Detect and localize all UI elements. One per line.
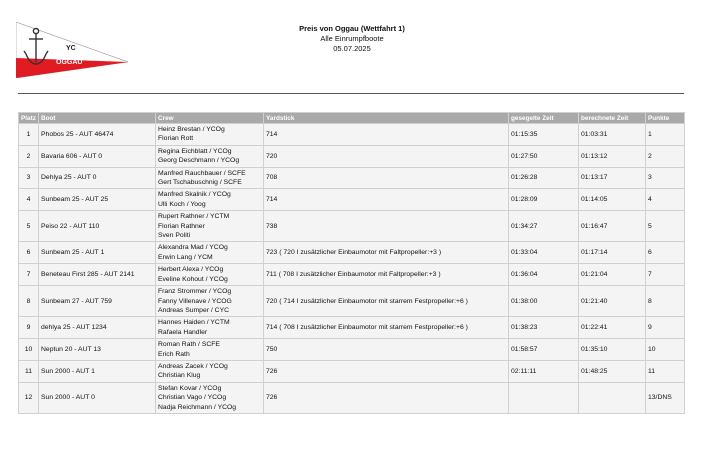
cell-yardstick: 714 ( 708 I zusätzlicher Einbaumotor mit starrem Festpropeller:+6 ) — [264, 317, 509, 339]
cell-yardstick: 720 — [264, 145, 509, 167]
cell-berechnete-zeit: 01:48:25 — [579, 360, 646, 382]
cell-gesegelte-zeit — [509, 382, 579, 413]
cell-gesegelte-zeit: 02:11:11 — [509, 360, 579, 382]
crew-member: Andreas Zacek / YCOg — [158, 362, 228, 370]
cell-crew — [156, 286, 264, 317]
column-header-crew: Crew — [156, 113, 264, 124]
cell-punkte: 13/DNS — [646, 382, 685, 413]
results-table-container — [18, 112, 684, 414]
cell-berechnete-zeit: 01:13:12 — [579, 145, 646, 167]
cell-platz: 5 — [19, 211, 39, 242]
crew-member: Heinz Brestan / YCOg — [158, 126, 225, 133]
cell-platz: 9 — [19, 317, 39, 339]
cell-boot: Neptun 20 - AUT 13 — [39, 339, 156, 361]
cell-yardstick: 750 — [264, 339, 509, 361]
crew-member: Franz Strommer / YCOg — [158, 288, 232, 296]
crew-member: Erich Rath — [158, 350, 190, 358]
cell-crew — [156, 360, 264, 382]
cell-punkte: 6 — [646, 242, 685, 264]
race-date: 05.07.2025 — [333, 44, 371, 53]
crew-member: Andreas Sumper / CYC — [158, 306, 230, 314]
cell-boot: Dehlya 25 - AUT 0 — [39, 167, 156, 189]
cell-yardstick: 726 — [264, 382, 509, 413]
cell-crew — [156, 339, 264, 361]
cell-punkte: 8 — [646, 286, 685, 317]
cell-boot: Sun 2000 - AUT 1 — [39, 360, 156, 382]
cell-boot: Bavaria 606 - AUT 0 — [39, 145, 156, 167]
table-row — [19, 264, 685, 286]
cell-yardstick: 726 — [264, 360, 509, 382]
table-row — [19, 145, 685, 167]
cell-crew — [156, 382, 264, 413]
cell-yardstick: 708 — [264, 167, 509, 189]
table-row — [19, 317, 685, 339]
crew-member: Manfred Rauchbauer / SCFE — [158, 169, 246, 177]
cell-punkte: 10 — [646, 339, 685, 361]
cell-platz: 7 — [19, 264, 39, 286]
header-divider — [18, 93, 684, 94]
cell-berechnete-zeit — [579, 382, 646, 413]
page-header — [0, 0, 704, 95]
crew-member: Fanny Villenave / YCOG — [158, 297, 232, 305]
cell-yardstick: 738 — [264, 211, 509, 242]
cell-crew — [156, 264, 264, 286]
cell-boot: dehlya 25 - AUT 1234 — [39, 317, 156, 339]
cell-platz: 1 — [19, 124, 39, 146]
crew-member: Stefan Kovar / YCOg — [158, 384, 222, 392]
cell-crew — [156, 145, 264, 167]
cell-boot: Peiso 22 - AUT 110 — [39, 211, 156, 242]
cell-berechnete-zeit: 01:21:04 — [579, 264, 646, 286]
cell-crew — [156, 242, 264, 264]
cell-punkte: 11 — [646, 360, 685, 382]
cell-yardstick: 714 — [264, 189, 509, 211]
cell-berechnete-zeit: 01:16:47 — [579, 211, 646, 242]
cell-crew — [156, 211, 264, 242]
table-row — [19, 167, 685, 189]
cell-gesegelte-zeit: 01:38:23 — [509, 317, 579, 339]
results-table-body — [19, 124, 685, 414]
cell-yardstick: 714 — [264, 124, 509, 146]
cell-gesegelte-zeit: 01:33:04 — [509, 242, 579, 264]
cell-platz: 10 — [19, 339, 39, 361]
table-row — [19, 211, 685, 242]
crew-member: Sven Politi — [158, 232, 191, 240]
cell-platz: 4 — [19, 189, 39, 211]
crew-member: Rupert Rathner / YCTM — [158, 213, 230, 221]
table-row — [19, 382, 685, 413]
cell-platz: 8 — [19, 286, 39, 317]
cell-berechnete-zeit: 01:35:10 — [579, 339, 646, 361]
column-header-berechnete-zeit: berechnete Zeit — [579, 113, 646, 124]
crew-member: Rafaela Handler — [158, 328, 208, 336]
cell-boot: Sunbeam 25 - AUT 25 — [39, 189, 156, 211]
cell-crew — [156, 189, 264, 211]
cell-boot: Beneteau First 285 - AUT 2141 — [39, 264, 156, 286]
cell-gesegelte-zeit: 01:38:00 — [509, 286, 579, 317]
crew-member: Florian Rathner — [158, 222, 205, 230]
cell-platz: 6 — [19, 242, 39, 264]
cell-platz: 11 — [19, 360, 39, 382]
cell-berechnete-zeit: 01:21:40 — [579, 286, 646, 317]
page-title: Preis von Oggau (Wettfahrt 1) — [299, 24, 405, 33]
cell-punkte: 9 — [646, 317, 685, 339]
crew-member: Hannes Haiden / YCTM — [158, 319, 230, 327]
cell-gesegelte-zeit: 01:34:27 — [509, 211, 579, 242]
crew-member: Gert Tschabuschnig / SCFE — [158, 179, 242, 187]
table-row — [19, 189, 685, 211]
crew-member: Nadja Reichmann / YCOg — [158, 403, 237, 411]
crew-member: Ulli Koch / Yoog — [158, 200, 206, 208]
table-row — [19, 339, 685, 361]
column-header-boot: Boot — [39, 113, 156, 124]
table-row — [19, 242, 685, 264]
cell-punkte: 5 — [646, 211, 685, 242]
table-row — [19, 286, 685, 317]
cell-platz: 3 — [19, 167, 39, 189]
cell-gesegelte-zeit: 01:58:57 — [509, 339, 579, 361]
logo-text-top: YC — [66, 45, 76, 52]
cell-gesegelte-zeit: 01:36:04 — [509, 264, 579, 286]
crew-member: Regina Eichblatt / YCOg — [158, 147, 232, 155]
table-row — [19, 360, 685, 382]
crew-member: Herbert Alexa / YCOg — [158, 266, 224, 274]
column-header-gesegelte-zeit: gesegelte Zeit — [509, 113, 579, 124]
cell-crew — [156, 167, 264, 189]
page-subtitle: Alle Einrumpfboote — [320, 34, 384, 43]
logo-text-bottom: OGGAU — [56, 59, 83, 66]
crew-member: Christian Vago / YCOg — [158, 394, 227, 402]
crew-member: Georg Deschmann / YCOg — [158, 157, 240, 165]
cell-punkte: 2 — [646, 145, 685, 167]
cell-yardstick: 723 ( 720 I zusätzlicher Einbaumotor mit Faltpropeller:+3 ) — [264, 242, 509, 264]
cell-punkte: 1 — [646, 124, 685, 146]
cell-yardstick: 720 ( 714 I zusätzlicher Einbaumotor mit starrem Festpropeller:+6 ) — [264, 286, 509, 317]
cell-punkte: 4 — [646, 189, 685, 211]
title-block — [0, 24, 704, 54]
crew-member: Roman Rath / SCFE — [158, 341, 220, 349]
cell-gesegelte-zeit: 01:15:35 — [509, 124, 579, 146]
cell-berechnete-zeit: 01:22:41 — [579, 317, 646, 339]
column-header-yardstick: Yardstick — [264, 113, 509, 124]
crew-member: Manfred Skalnik / YCOg — [158, 191, 231, 199]
cell-yardstick: 711 ( 708 I zusätzlicher Einbaumotor mit Faltpropeller:+3 ) — [264, 264, 509, 286]
cell-berechnete-zeit: 01:17:14 — [579, 242, 646, 264]
cell-punkte: 3 — [646, 167, 685, 189]
cell-boot: Phobos 25 - AUT 46474 — [39, 124, 156, 146]
cell-berechnete-zeit: 01:14:05 — [579, 189, 646, 211]
crew-member: Florian Rott — [158, 135, 194, 143]
results-table — [18, 112, 685, 414]
crew-member: Christian Klug — [158, 372, 201, 380]
cell-boot: Sun 2000 - AUT 0 — [39, 382, 156, 413]
cell-crew — [156, 124, 264, 146]
table-header-row — [19, 113, 685, 124]
column-header-platz: Platz — [19, 113, 39, 124]
cell-crew — [156, 317, 264, 339]
cell-gesegelte-zeit: 01:27:50 — [509, 145, 579, 167]
table-row — [19, 124, 685, 146]
crew-member: Alexandra Mad / YCOg — [158, 244, 228, 252]
cell-berechnete-zeit: 01:13:17 — [579, 167, 646, 189]
cell-punkte: 7 — [646, 264, 685, 286]
column-header-punkte: Punkte — [646, 113, 685, 124]
cell-boot: Sunbeam 27 - AUT 759 — [39, 286, 156, 317]
crew-member: Eveline Kohout / YCOg — [158, 275, 228, 283]
crew-member: Erwin Lang / YCM — [158, 253, 213, 261]
cell-platz: 12 — [19, 382, 39, 413]
cell-gesegelte-zeit: 01:28:09 — [509, 189, 579, 211]
cell-berechnete-zeit: 01:03:31 — [579, 124, 646, 146]
cell-gesegelte-zeit: 01:26:28 — [509, 167, 579, 189]
cell-platz: 2 — [19, 145, 39, 167]
cell-boot: Sunbeam 25 - AUT 1 — [39, 242, 156, 264]
